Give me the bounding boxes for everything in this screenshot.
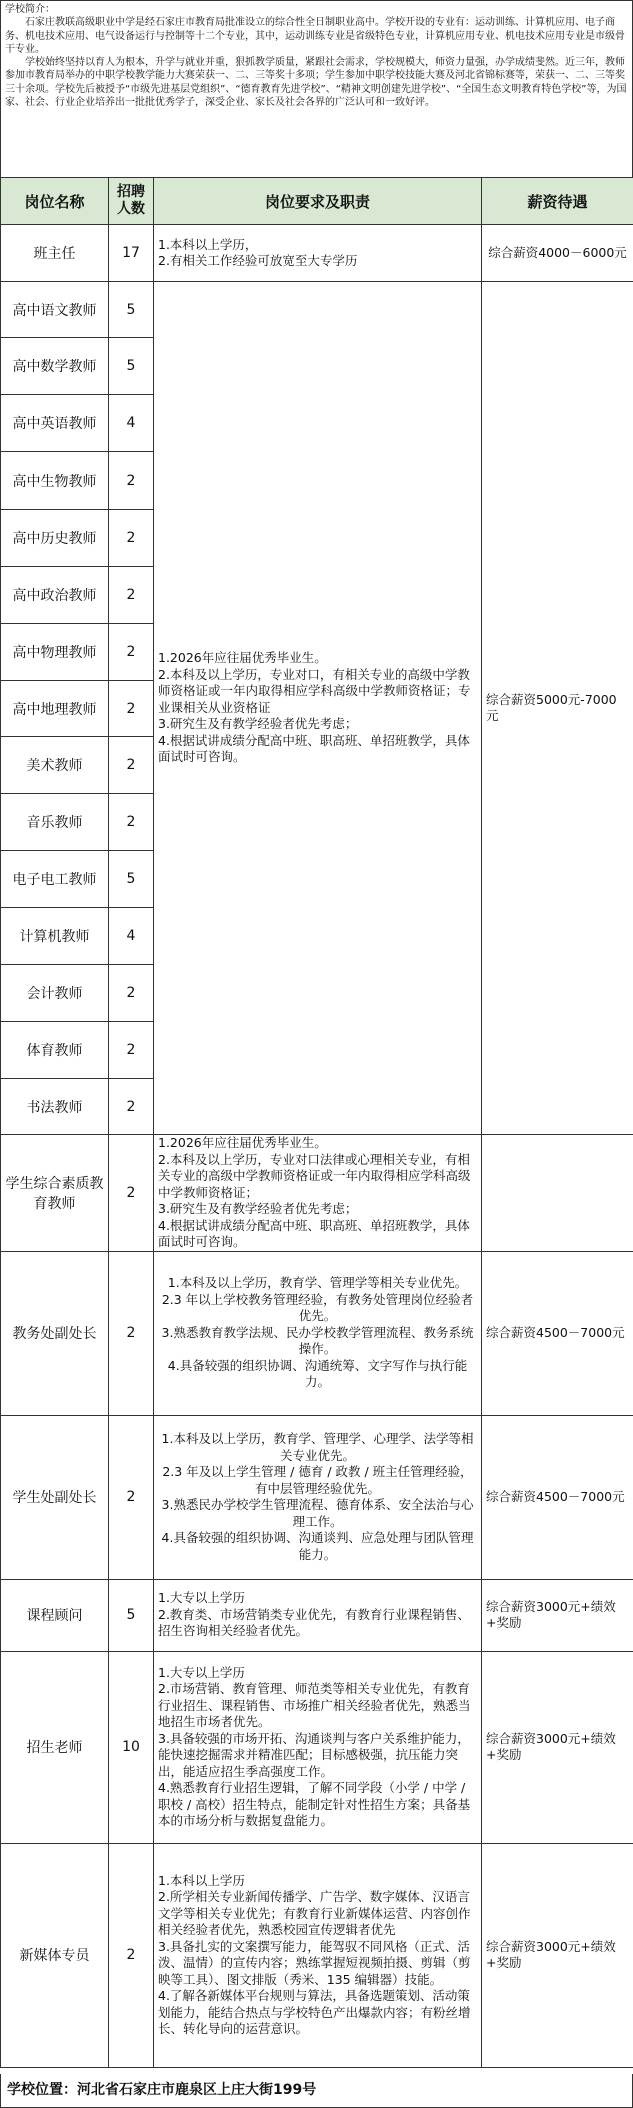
position-name: 招生老师 [1,1651,109,1843]
headcount: 2 [109,794,154,851]
headcount: 4 [109,908,154,965]
position-name: 高中英语教师 [1,395,109,452]
school-location: 学校位置：河北省石家庄市鹿泉区上庄大街199号 [0,2074,633,2108]
position-name: 课程顾问 [1,1579,109,1651]
salary: 综合薪资4500－7000元 [482,1415,633,1579]
intro-label: 学校简介： [5,4,55,15]
position-name: 计算机教师 [1,908,109,965]
position-name: 会计教师 [1,965,109,1022]
headcount: 5 [109,282,154,338]
headcount: 2 [109,1415,154,1579]
headcount: 2 [109,1135,154,1252]
table-row [1,1843,633,2067]
requirements-text: 1.本科及以上学历，教育学、管理学等相关专业优先。 2.3 年以上学校教务管理经验，有教务处管理岗位经验者优先。 3.熟悉教育教学法规、民办学校教学管理流程、教务系统操作。 4.具备较强的组织协调、沟通统筹、文字写作与执行能力。 [161,1275,474,1390]
position-name: 教务处副处长 [1,1251,109,1415]
table-header-row [1,178,633,225]
headcount: 4 [109,395,154,452]
table-row [1,1251,633,1415]
salary: 综合薪资3000元+绩效+奖励 [482,1843,633,2067]
salary: 综合薪资4000－6000元 [482,225,633,282]
teacher-group-requirements [154,282,482,1135]
requirements [154,225,482,282]
headcount: 2 [109,681,154,737]
headcount: 2 [109,1079,154,1135]
requirements-text: 1.2026年应往届优秀毕业生。 2.本科及以上学历，专业对口法律或心理相关专业，有相关专业的高级中学教师资格证或一年内取得相应学科高级中学教师资格证； 3.研究生及有教学经验者优先考虑； 4.根据试讲成绩分配高中班、职高班、单招班教学，具体面试时可咨询。 [158,1135,471,1249]
position-name: 高中地理教师 [1,681,109,737]
salary: 综合薪资3000元+绩效+奖励 [482,1651,633,1843]
table-row [1,1579,633,1651]
table-row [1,1651,633,1843]
position-name: 高中历史教师 [1,510,109,567]
requirements [154,1415,482,1579]
requirements-text: 1.本科及以上学历，教育学、管理学、心理学、法学等相关专业优先。 2.3 年及以上学生管理 / 德育 / 政教 / 班主任管理经验，有中层管理经验优先。 3.熟悉民办学校学生管理流程、德育体系、安全法治与心理工作。 4.具备较强的组织协调、沟通谈判、应急处理与团队管理能力。 [161,1431,474,1562]
intro-paragraph-1: 石家庄教联高级职业中学是经石家庄市教育局批准设立的综合性全日制职业高中。学校开设的专业有：运动训练、计算机应用、电子商务、机电技术应用、电气设备运行与控制等十二个专业，其中，运动训练专业是省级特色专业，计算机应用专业、机电技术应用专业是市级骨干专业。 [5,17,625,55]
position-name: 体育教师 [1,1022,109,1079]
job-table [0,177,633,2068]
requirements [154,1251,482,1415]
teacher-group-salary: 综合薪资5000元-7000元 [482,282,633,1135]
requirements [154,1579,482,1651]
table-row [1,282,633,338]
header-requirements: 岗位要求及职责 [154,178,482,225]
header-position-name: 岗位名称 [1,178,109,225]
headcount: 10 [109,1651,154,1843]
position-name: 音乐教师 [1,794,109,851]
salary: 综合薪资4500－7000元 [482,1251,633,1415]
school-intro [0,0,633,178]
requirements [154,1843,482,2067]
headcount: 2 [109,567,154,624]
headcount: 2 [109,624,154,681]
position-name: 高中生物教师 [1,452,109,510]
headcount: 2 [109,737,154,794]
headcount: 17 [109,225,154,282]
position-name: 新媒体专员 [1,1843,109,2067]
header-salary: 薪资待遇 [482,178,633,225]
position-name: 高中语文教师 [1,282,109,338]
position-name: 学生处副处长 [1,1415,109,1579]
position-name: 美术教师 [1,737,109,794]
salary: 综合薪资3000元+绩效+奖励 [482,1579,633,1651]
position-name: 学生综合素质教育教师 [1,1135,109,1252]
headcount: 2 [109,452,154,510]
headcount: 2 [109,1251,154,1415]
intro-paragraph-2: 学校始终坚持以育人为根本，升学与就业并重，狠抓教学质量，紧跟社会需求，学校规模大，师资力量强，办学成绩斐然。近三年，教师参加市教育局举办的中职学校教学能力大赛荣获一、二、三等奖十多项；学生参加中职学校技能大赛及河北省锦标赛等，荣获一、二、三等奖三十余项。学校先后被授予“市级先进基层党组织”、“德育教育先进学校”、“精神文明创建先进学校”、“全国生态文明教育特色学校”等，为国家、社会、行业企业培养出一批批优秀学子，深受企业、家长及社会各界的广泛认可和一致好评。 [5,57,627,109]
position-name: 电子电工教师 [1,851,109,908]
requirements-text: 1.本科以上学历 2.所学相关专业新闻传播学、广告学、数字媒体、汉语言文学等相关专业优先；有教育行业新媒体运营、内容创作相关经验者优先，熟悉校园宣传逻辑者优先 3.具备扎实的文案撰写能力，能驾驭不同风格（正式、活泼、温情）的宣传内容；熟练掌握短视频拍摄、剪辑（剪映等工具）、图文排版（秀米、135 编辑器）技能。 4.了解各新媒体平台规则与算法，具备选题策划、活动策划能力，能结合热点与学校特色产出爆款内容；有粉丝增长、转化导向的运营意识。 [158,1872,471,2036]
headcount: 2 [109,1843,154,2067]
position-name: 书法教师 [1,1079,109,1135]
position-name: 高中数学教师 [1,338,109,395]
requirements-text: 1.本科以上学历， 2.有相关工作经验可放宽至大专学历 [158,236,358,268]
position-name: 班主任 [1,225,109,282]
headcount: 2 [109,510,154,567]
headcount: 2 [109,965,154,1022]
headcount: 2 [109,1022,154,1079]
salary [482,1135,633,1252]
position-name: 高中政治教师 [1,567,109,624]
requirements [154,1651,482,1843]
headcount: 5 [109,1579,154,1651]
header-headcount: 招聘人数 [109,178,154,225]
position-name: 高中物理教师 [1,624,109,681]
table-row [1,225,633,282]
requirements [154,1135,482,1252]
headcount: 5 [109,851,154,908]
table-row [1,1135,633,1252]
headcount: 5 [109,338,154,395]
table-row [1,1415,633,1579]
requirements-text: 1.大专以上学历 2.市场营销、教育管理、师范类等相关专业优先，有教育行业招生、课程销售、市场推广相关经验者优先，熟悉当地招生市场者优先。 3.具备较强的市场开拓、沟通谈判与客户关系维护能力，能快速挖掘需求并精准匹配；目标感极强，抗压能力突出，能适应招生季高强度工作。 4.熟悉教育行业招生逻辑，了解不同学段（小学 / 中学 / 职校 / 高校）招生特点，能制定针对性招生方案；具备基本的市场分析与数据复盘能力。 [158,1664,471,1828]
requirements-text: 1.2026年应往届优秀毕业生。 2.本科及以上学历，专业对口，有相关专业的高级中学教师资格证或一年内取得相应学科高级中学教师资格证；专业课相关从业资格证 3.研究生及有教学经验者优先考虑； 4.根据试讲成绩分配高中班、职高班、单招班教学，具体面试时可咨询。 [158,650,471,765]
requirements-text: 1.大专以上学历 2.教育类、市场营销类专业优先，有教育行业课程销售、招生咨询相关经验者优先。 [158,1590,470,1639]
